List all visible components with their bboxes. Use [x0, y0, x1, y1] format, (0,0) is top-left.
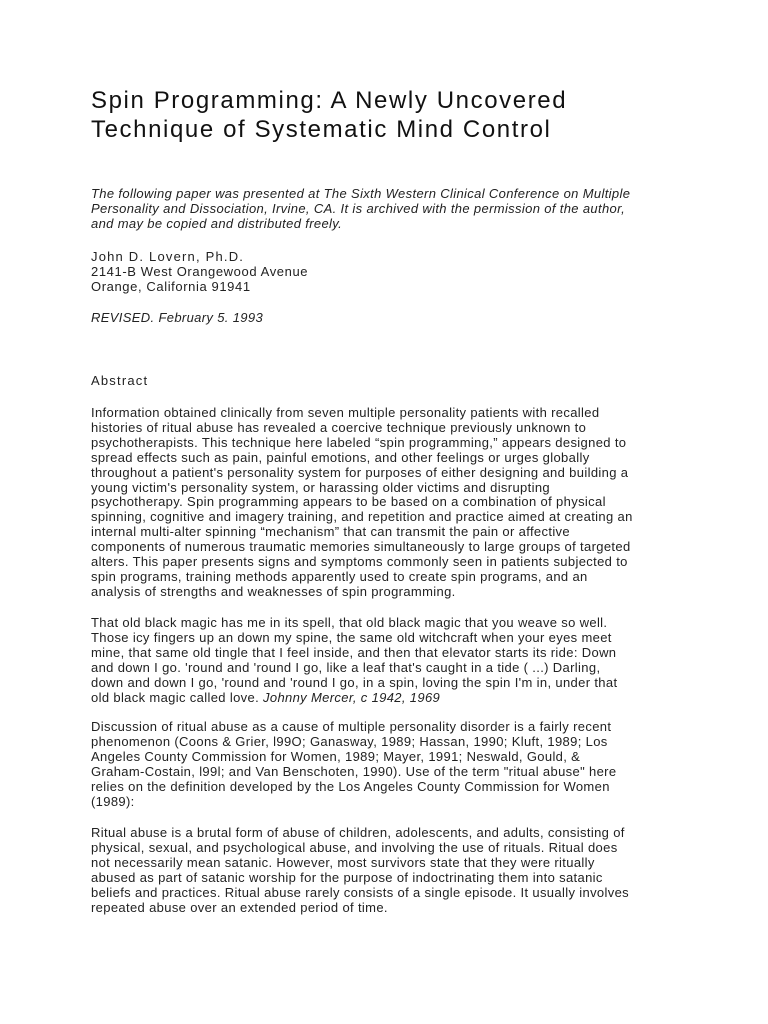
title-line: Technique of Systematic Mind Control: [91, 116, 552, 143]
preface-line: and may be copied and distributed freely.: [91, 215, 343, 231]
abstract-line: psychotherapists. This technique here labeled “spin programming,” appears designed to: [91, 434, 627, 450]
preface-note: [91, 187, 630, 232]
definition-paragraph: [91, 826, 629, 915]
abstract-line: psychotherapy. Spin programming appears to be based on a combination of physical: [91, 494, 606, 510]
abstract-line: analysis of strengths and weaknesses of spin programming.: [91, 583, 456, 599]
abstract-line: histories of ritual abuse has revealed a coercive technique previously unknown to: [91, 419, 587, 435]
discussion-paragraph: [91, 720, 616, 809]
epigraph-line: That old black magic has me in its spell, that old black magic that you weave so well.: [91, 615, 608, 630]
definition-line: physical, sexual, and psychological abuse, and involving the use of rituals. Ritual does: [91, 839, 618, 855]
epigraph-quote: [91, 616, 617, 705]
definition-line: repeated abuse over an extended period of time.: [91, 899, 388, 915]
epigraph-line: Those icy fingers up an down my spine, the same old witchcraft when your eyes meet: [91, 629, 612, 645]
epigraph-attribution: Johnny Mercer, c 1942, 1969: [263, 689, 441, 705]
discussion-line: Angeles County Commission for Women, 1989; Mayer, 1991; Neswald, Gould, &: [91, 748, 581, 764]
epigraph-line: and down I go. 'round and 'round I go, like a leaf that's caught in a tide ( ...) Darling,: [91, 659, 601, 675]
revised-date: REVISED. February 5. 1993: [91, 310, 264, 325]
author-block: [91, 250, 308, 295]
abstract-line: internal multi-alter spinning “mechanism” that can transmit the pain or affective: [91, 524, 570, 540]
discussion-line: Discussion of ritual abuse as a cause of multiple personality disorder is a fairly recent: [91, 719, 612, 734]
epigraph-last-line: [91, 691, 617, 706]
author-name: John D. Lovern, Ph.D.: [91, 249, 245, 264]
definition-line: abused as part of satanic worship for the purpose of indoctrinating them into satanic: [91, 869, 603, 885]
author-address-line2: Orange, California 91941: [91, 278, 251, 294]
discussion-line: relies on the definition developed by the Los Angeles County Commission for Women: [91, 778, 610, 794]
discussion-line: Graham-Costain, l99l; and Van Benschoten, 1990). Use of the term "ritual abuse" here: [91, 763, 617, 779]
title-line: Spin Programming: A Newly Uncovered: [91, 87, 568, 114]
abstract-line: spread effects such as pain, painful emotions, and other feelings or urges globally: [91, 449, 590, 465]
abstract-line: Information obtained clinically from seven multiple personality patients with recalled: [91, 405, 600, 420]
epigraph-line: down and down I go, 'round and 'round I go, in a spin, loving the spin I'm in, under that: [91, 674, 618, 690]
discussion-line: (1989):: [91, 793, 135, 809]
author-address-line1: 2141-B West Orangewood Avenue: [91, 263, 309, 279]
abstract-line: spin programs, training methods apparently used to create spin programs, and an: [91, 568, 588, 584]
abstract-line: alters. This paper presents signs and symptoms commonly seen in patients subjected to: [91, 554, 628, 570]
epigraph-line: mine, that same old tingle that I feel inside, and then that elevator starts its ride: Down: [91, 644, 617, 660]
definition-line: beliefs and practices. Ritual abuse rarely consists of a single episode. It usually involves: [91, 884, 630, 900]
abstract-paragraph: [91, 406, 633, 600]
document-title: [91, 86, 567, 144]
epigraph-line-text: old black magic called love.: [91, 689, 264, 705]
abstract-line: young victim's personality system, or harassing older victims and disrupting: [91, 479, 550, 495]
discussion-line: phenomenon (Coons & Grier, l99O; Ganasway, 1989; Hassan, 1990; Kluft, 1989; Los: [91, 733, 608, 749]
definition-line: Ritual abuse is a brutal form of abuse of children, adolescents, and adults, consisting of: [91, 825, 625, 840]
abstract-line: spinning, cognitive and imagery training, and repetition and practice aimed at creating an: [91, 509, 633, 525]
abstract-heading: Abstract: [91, 373, 149, 388]
preface-line: The following paper was presented at The Sixth Western Clinical Conference on Multiple: [91, 186, 631, 201]
preface-line: Personality and Dissociation, Irvine, CA. It is archived with the permission of the author,: [91, 200, 626, 216]
abstract-line: throughout a patient's personality system for purposes of either designing and building a: [91, 464, 629, 480]
definition-line: not necessarily mean satanic. However, most survivors state that they were ritually: [91, 854, 595, 870]
abstract-line: components of numerous traumatic memories simultaneously to large groups of targeted: [91, 539, 631, 555]
